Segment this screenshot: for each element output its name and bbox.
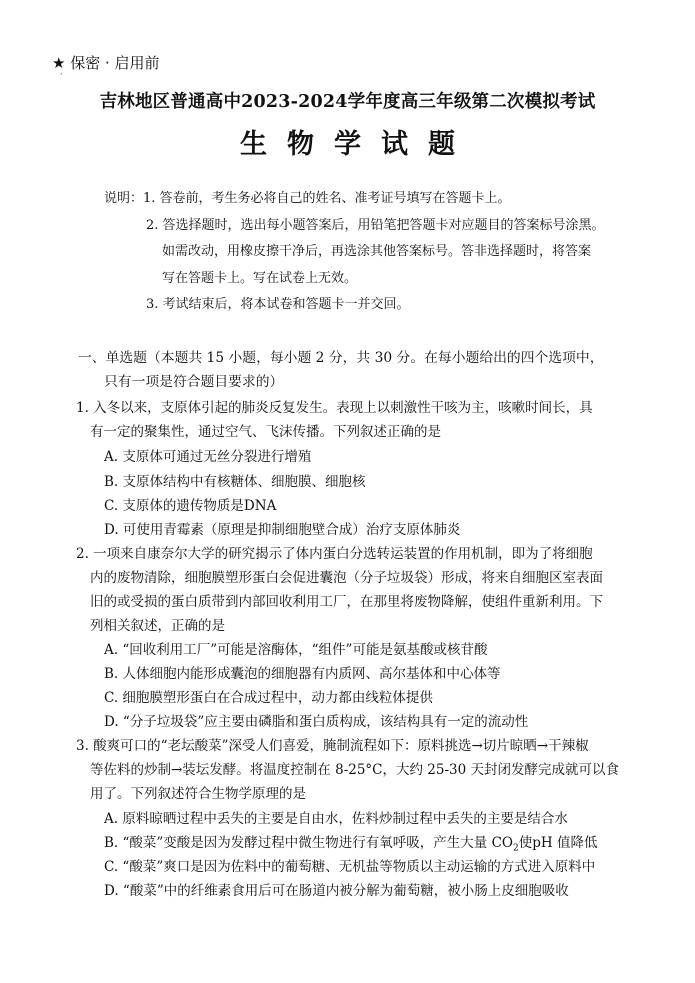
question-1-option-a: A. 支原体可通过无丝分裂进行增殖 [104,449,312,465]
question-2 [76,542,603,638]
instruction-line-1: 说明：1. 答卷前，考生务必将自己的姓名、准考证号填写在答题卡上。 [104,191,511,206]
question-1-line-1: 1. 入冬以来，支原体引起的肺炎反复发生。表现上以刺激性干咳为主，咳嗽时间长，具 [76,400,593,416]
question-3-option-b [104,831,597,854]
question-3-option-b-text: B. “酸菜”变酸是因为发酵过程中微生物进行有氧呼吸，产生大量 CO [104,835,513,851]
question-3-option-c: C. “酸菜”爽口是因为佐料中的葡萄糖、无机盐等物质以主动运输的方式进入原料中 [104,859,596,875]
question-3-line-1: 3. 酸爽可口的“老坛酸菜”深受人们喜爱，腌制流程如下：原料挑选→切片晾晒→干辣椒 [76,738,589,754]
question-2-line-1: 2. 一项来自康奈尔大学的研究揭示了体内蛋白分选转运装置的作用机制，即为了将细胞 [76,546,593,562]
header-dot: · [60,70,63,79]
question-2-line-2: 内的废物清除，细胞膜塑形蛋白会促进囊泡（分子垃圾袋）形成，将来自细胞区室表面 [90,570,603,586]
question-2-option-b: B. 人体细胞内能形成囊泡的细胞器有内质网、高尔基体和中心体等 [104,666,501,682]
instruction-line-2: 2. 答选择题时，选出每小题答案后，用铅笔把答题卡对应题目的答案标号涂黑。 [146,217,605,233]
question-2-line-4: 列相关叙述，正确的是 [90,618,225,634]
question-2-line-3: 旧的或受损的蛋白质带到内部回收利用工厂，在那里将废物降解，使组件重新利用。下 [90,594,603,610]
section-heading-line-2: 只有一项是符合题目要求的） [104,374,284,390]
question-1 [76,396,593,444]
question-2-option-a: A. “回收利用工厂”可能是溶酶体，“组件”可能是氨基酸或核苷酸 [104,642,488,658]
section-heading-line-1: 一、单选题（本题共 15 小题，每小题 2 分，共 30 分。在每小题给出的四个选项中， [78,350,604,366]
question-1-option-d: D. 可使用青霉素（原理是抑制细胞壁合成）治疗支原体肺炎 [104,522,461,538]
question-3-option-d: D. “酸菜”中的纤维素食用后可在肠道内被分解为葡萄糖，被小肠上皮细胞吸收 [104,883,569,899]
question-3-option-b-tail: 使pH 值降低 [518,835,598,851]
question-1-option-c: C. 支原体的遗传物质是DNA [104,498,277,514]
instruction-line-5: 3. 考试结束后，将本试卷和答题卡一并交回。 [146,297,410,312]
exam-title: 吉林地区普通高中2023-2024学年度高三年级第二次模拟考试 [99,92,596,112]
instructions [104,186,605,319]
co2-subscript: 2 [513,843,519,854]
instruction-line-3: 如需改动，用橡皮擦干净后，再选涂其他答案标号。答非选择题时，将答案 [162,244,592,259]
question-2-option-c: C. 细胞膜塑形蛋白在合成过程中，动力都由线粒体提供 [104,690,433,706]
section-heading [78,346,604,394]
question-1-option-b: B. 支原体结构中有核糖体、细胞膜、细胞核 [104,474,366,490]
question-3 [76,734,619,806]
confidential-label: ★ 保密 · 启用前 [52,54,160,72]
question-3-line-3: 用了。下列叙述符合生物学原理的是 [90,786,306,802]
question-3-option-a: A. 原料晾晒过程中丢失的主要是自由水，佐料炒制过程中丢失的主要是结合水 [104,811,568,827]
instruction-line-4: 写在答题卡上。写在试卷上无效。 [162,270,358,286]
question-3-line-2: 等佐料的炒制→装坛发酵。将温度控制在 8-25°C，大约 25-30 天封闭发酵完成就可以食 [90,762,620,778]
question-2-option-d: D. “分子垃圾袋”应主要由磷脂和蛋白质构成，该结构具有一定的流动性 [104,714,529,730]
subject-title: 生物学试题 [240,129,475,160]
question-1-line-2: 有一定的聚集性，通过空气、飞沫传播。下列叙述正确的是 [90,424,441,440]
